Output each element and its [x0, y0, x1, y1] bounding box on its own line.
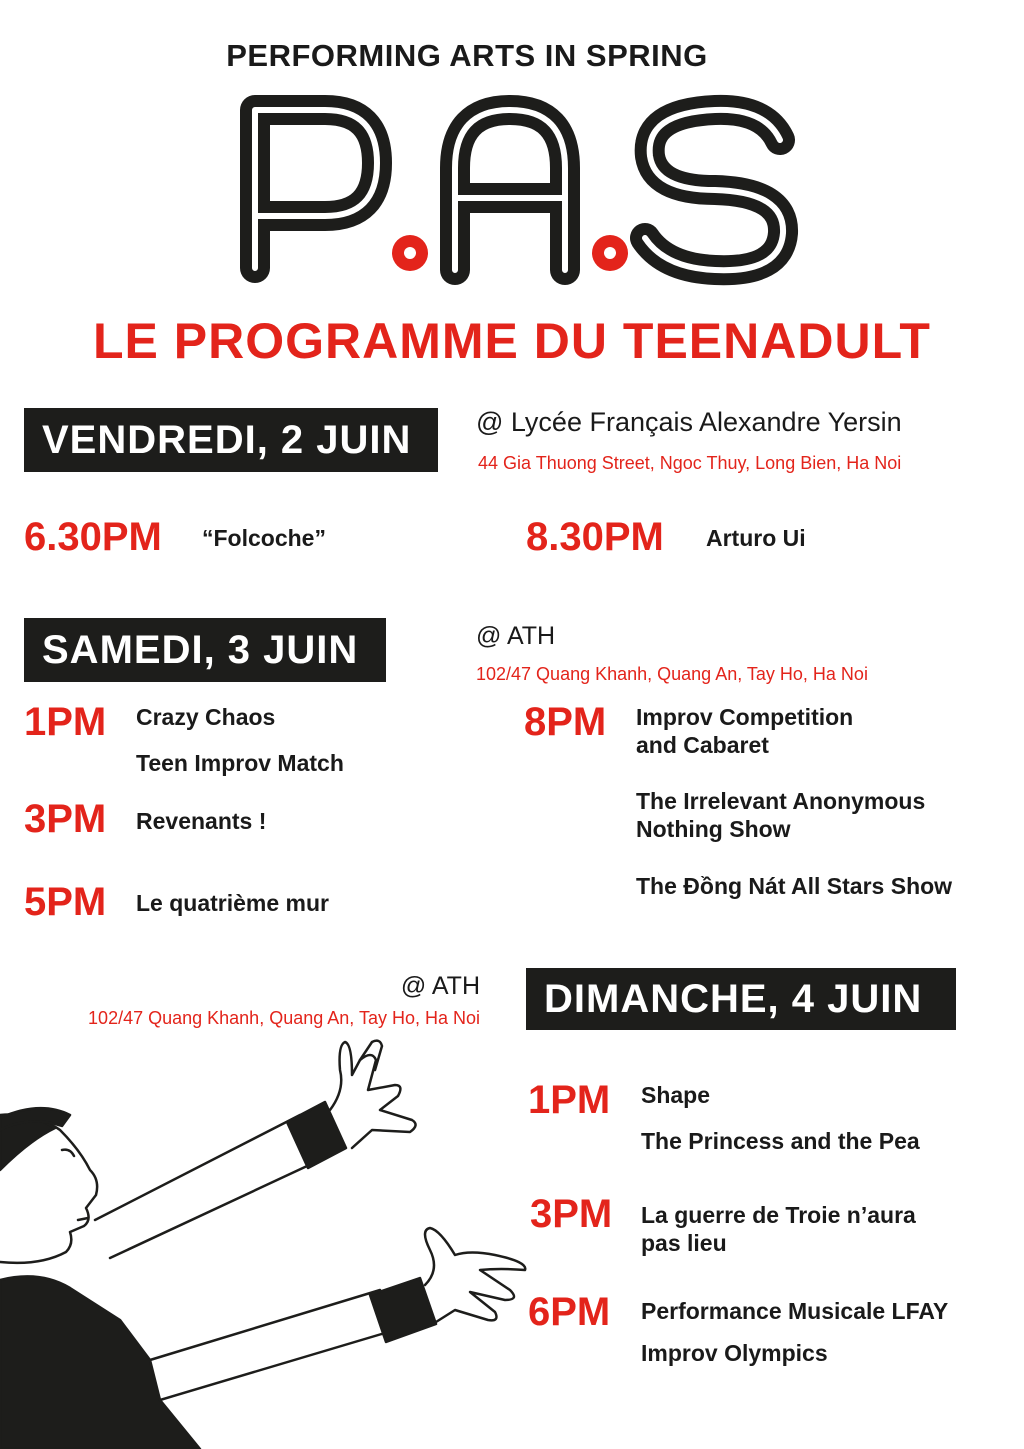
event-title: Arturo Ui — [706, 525, 806, 551]
shirt — [0, 1276, 200, 1449]
sunday-venue: @ ATH — [400, 972, 480, 1000]
upper-hand — [330, 1042, 416, 1148]
friday-venue: @ Lycée Français Alexandre Yersin — [476, 407, 902, 437]
event-time: 3PM — [24, 797, 107, 841]
event-title: Revenants ! — [136, 808, 267, 834]
event-title: Shape — [641, 1082, 711, 1108]
logo-letter-s — [645, 110, 783, 270]
event-time: 3PM — [530, 1192, 613, 1236]
sunday-day-band: DIMANCHE, 4 JUIN — [526, 968, 956, 1030]
event-title: “Folcoche” — [202, 525, 326, 551]
event-title: Improv Olympics — [641, 1340, 828, 1366]
dancer-illustration — [0, 1030, 540, 1449]
lower-arm — [150, 1290, 380, 1360]
saturday-address: 102/47 Quang Khanh, Quang An, Tay Ho, Ha Noi — [476, 664, 868, 684]
saturday-venue: @ ATH — [476, 622, 556, 650]
logo-letter-a — [455, 110, 565, 270]
friday-address: 44 Gia Thuong Street, Ngoc Thuy, Long Bien, Ha Noi — [478, 453, 902, 473]
event-time: 1PM — [528, 1078, 611, 1122]
event-title: Performance Musicale LFAY — [641, 1298, 949, 1324]
event-title: The Irrelevant Anonymous Nothing Show — [636, 788, 926, 842]
event-time: 1PM — [24, 700, 107, 744]
festival-kicker: PERFORMING ARTS IN SPRING — [226, 38, 708, 73]
event-title: La guerre de Troie n’aura pas lieu — [641, 1202, 916, 1256]
pas-logo — [225, 88, 815, 288]
friday-day-band: VENDREDI, 2 JUIN — [24, 408, 438, 472]
logo-dots — [392, 235, 628, 271]
event-time: 8.30PM — [526, 515, 664, 559]
upper-arm — [95, 1115, 300, 1220]
event-title: Crazy Chaos — [136, 704, 276, 730]
event-title: The Princess and the Pea — [641, 1128, 920, 1154]
event-time: 6PM — [528, 1290, 611, 1334]
event-time: 5PM — [24, 880, 107, 924]
lower-wristband — [370, 1278, 436, 1342]
event-title: Le quatrième mur — [136, 890, 329, 916]
event-time: 6.30PM — [24, 515, 162, 559]
event-time: 8PM — [524, 700, 607, 744]
event-title: Improv Competition and Cabaret — [636, 704, 854, 758]
event-title: Teen Improv Match — [136, 750, 344, 776]
programme-title: LE PROGRAMME DU TEENADULT — [93, 313, 931, 369]
saturday-day-band: SAMEDI, 3 JUIN — [24, 618, 386, 682]
sunday-address: 102/47 Quang Khanh, Quang An, Tay Ho, Ha Noi — [88, 1008, 480, 1028]
logo-letter-p — [255, 110, 377, 268]
lower-hand — [425, 1228, 525, 1322]
event-title: The Đồng Nát All Stars Show — [636, 873, 953, 899]
upper-wristband — [287, 1102, 346, 1168]
